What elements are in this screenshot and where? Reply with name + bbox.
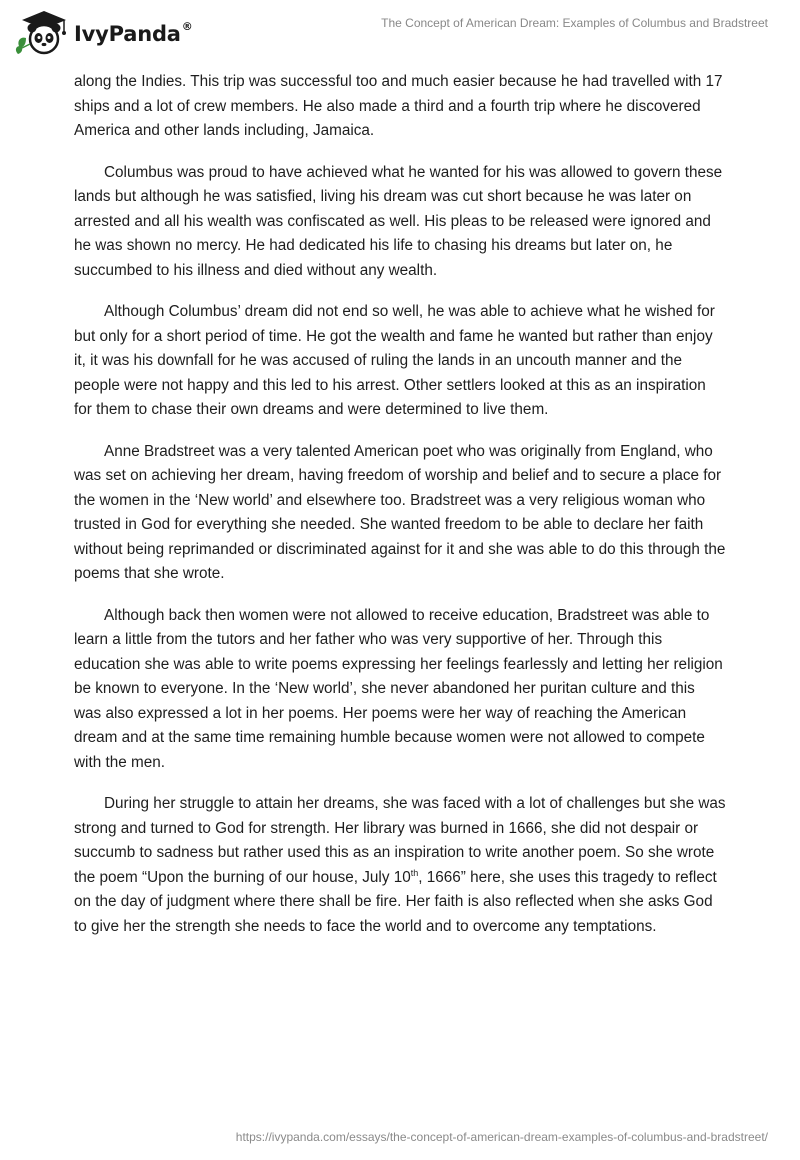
page-header [0, 0, 800, 70]
registered-mark: ® [181, 20, 193, 33]
paragraph-3: Although Columbus’ dream did not end so well, he was able to achieve what he wished for but only for a short period of time. He got the wealth and fame he wanted but rather than enjoy it, it was his downfall for he was accused of ruling the lands in an uncouth manner and the people were not happy and this led to his arrest. Other settlers looked at this as an inspiration for them to chase their own dreams and were determined to live them. [74, 303, 715, 418]
paragraph-5: Although back then women were not allowed to receive education, Bradstreet was able to learn a little from the tutors and her father who was very supportive of her. Through this education she was able to write poems expressing her feelings fearlessly and letting her religion be known to everyone. In the ‘New world’, she never abandoned her puritan culture and this was also expressed a lot in her poems. Her poems were her way of reaching the American dream and at the same time remaining humble because women were not allowed to compete with the men. [74, 606, 723, 771]
document-title: The Concept of American Dream: Examples of Columbus and Bradstreet [381, 16, 768, 30]
panda-graduate-icon [14, 8, 70, 56]
essay-body [74, 70, 726, 956]
paragraph-4: Anne Bradstreet was a very talented American poet who was originally from England, who was set on achieving her dream, having freedom of worship and belief and to secure a place for the women in the ‘New world’ and elsewhere too. Bradstreet was a very religious woman who trusted in God for everything she needed. She wanted freedom to be able to declare her faith without being reprimanded or discriminated against for it and she was able to do this through the poems that she wrote. [74, 442, 726, 582]
paragraph-2: Columbus was proud to have achieved what he wanted for his was allowed to govern these lands but although he was satisfied, living his dream was cut short because he was later on arrested and all his wealth was confiscated as well. His pleas to be released were ignored and he was shown no mercy. He had dedicated his life to chasing his dreams but later on, he succumbed to his illness and died without any wealth. [74, 163, 723, 279]
ordinal-superscript: th [410, 867, 419, 878]
paragraph-6 [74, 792, 726, 939]
source-url-link[interactable]: https://ivypanda.com/essays/the-concept-of-american-dream-examples-of-columbus-and-bradstreet/ [235, 1130, 768, 1144]
ivypanda-logo[interactable] [14, 8, 193, 56]
brand-name: IvyPanda® [74, 20, 193, 46]
paragraph-1: along the Indies. This trip was successful too and much easier because he had travelled with 17 ships and a lot of crew members. He also made a third and a fourth trip where he discovered America and other lands including, Jamaica. [74, 73, 723, 139]
paragraph-6-text-a: During her struggle to attain her dreams, she was faced with a lot of challenges but she was strong and turned to God for strength. Her library was burned in 1666, she did not despair or succumb to sadness but rather used this as an inspiration to write another poem. So she wrote the poem “Upon the burning of our house, July 10 [74, 795, 726, 886]
paragraph-6-text-b: , 1666” here, she uses this tragedy to reflect on the day of judgment where there shall be fire. Her faith is also reflected when she asks God to give her the strength she needs to face the world and to overcome any temptations. [74, 868, 717, 935]
